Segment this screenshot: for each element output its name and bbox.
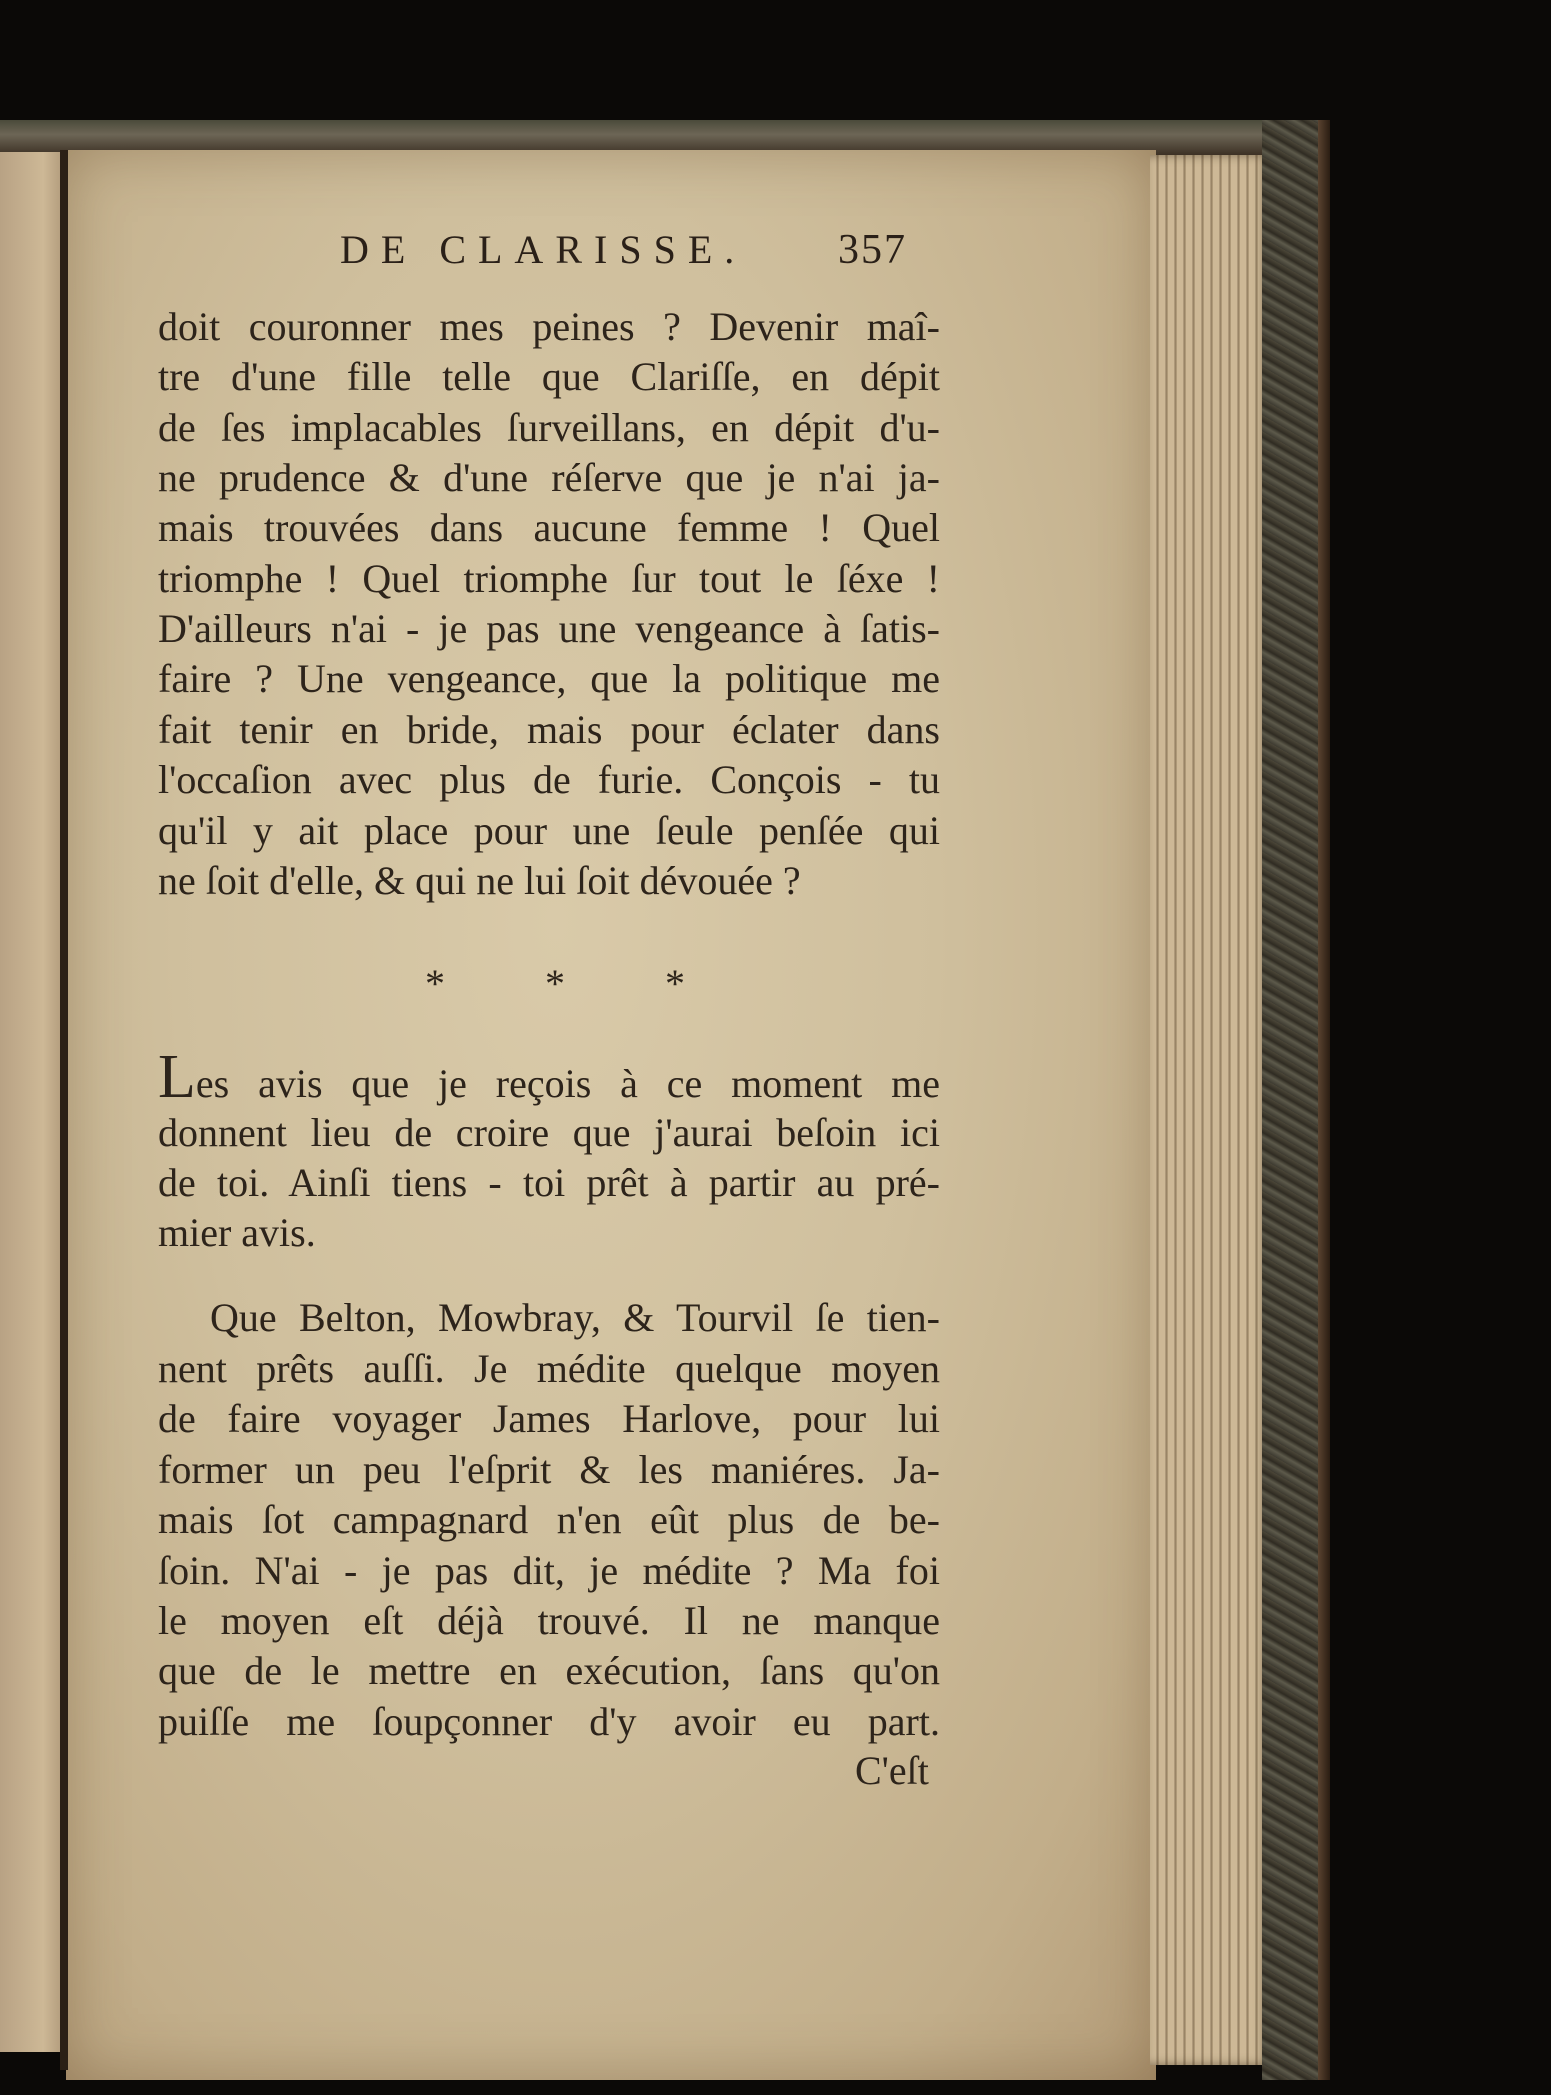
text-line: ne ſoit d'elle, & qui ne lui ſoit dévouée ? <box>158 858 801 903</box>
text-line: mais trouvées dans aucune femme ! Quel <box>158 505 940 550</box>
text-line: former un peu l'eſprit & les maniéres. Ja- <box>158 1447 940 1492</box>
text-line: fait tenir en bride, mais pour éclater dans <box>158 707 940 752</box>
text-line: de toi. Ainſi tiens - toi prêt à partir au pré- <box>158 1160 940 1205</box>
text-line: le moyen eſt déjà trouvé. Il ne manque <box>158 1598 940 1643</box>
marbled-cover <box>1262 120 1322 2080</box>
spine-gutter <box>60 150 68 2070</box>
page-leaves-edge <box>1150 155 1270 2065</box>
text-line: qu'il y ait place pour une ſeule penſée qui <box>158 808 940 853</box>
text-line: puiſſe me ſoupçonner d'y avoir eu part. <box>158 1699 940 1744</box>
text-line: que de le mettre en exécution, ſans qu'on <box>158 1648 940 1693</box>
text-line: ne prudence & d'une réſerve que je n'ai ja- <box>158 455 940 500</box>
text-line: tre d'une fille telle que Clariſſe, en dépit <box>158 354 940 399</box>
page-number: 357 <box>838 227 907 273</box>
text-line: l'occaſion avec plus de furie. Conçois - tu <box>158 757 940 802</box>
text-line: ſoin. N'ai - je pas dit, je médite ? Ma foi <box>158 1548 940 1593</box>
asterisk: * <box>665 961 685 1006</box>
text-line: triomphe ! Quel triomphe ſur tout le ſéxe ! <box>158 556 940 601</box>
text-line: D'ailleurs n'ai - je pas une vengeance à ſatis- <box>158 606 940 651</box>
text-line: mier avis. <box>158 1210 316 1255</box>
page-header <box>340 226 940 286</box>
text-line: faire ? Une vengeance, que la politique me <box>158 656 940 701</box>
text-line: de faire voyager James Harlove, pour lui <box>158 1396 940 1441</box>
text-line: donnent lieu de croire que j'aurai beſoin ici <box>158 1110 940 1155</box>
cover-edge <box>1318 120 1330 2080</box>
text-line-dropcap <box>158 1043 940 1111</box>
text-line: mais ſot campagnard n'en eût plus de be- <box>158 1497 940 1542</box>
section-break-asterisms <box>425 960 685 1007</box>
text-line-rest: es avis que je reçois à ce moment me <box>195 1061 940 1106</box>
text-line: Que Belton, Mowbray, & Tourvil ſe tien- <box>210 1295 940 1340</box>
catchword: C'eſt <box>855 1748 929 1793</box>
running-title: DE CLARISSE. <box>340 227 747 272</box>
asterisk: * <box>545 961 565 1006</box>
drop-cap: L <box>158 1043 196 1111</box>
text-line: de ſes implacables ſurveillans, en dépit d'u- <box>158 405 940 450</box>
text-line: doit couronner mes peines ? Devenir maî- <box>158 304 940 349</box>
asterisk: * <box>425 961 445 1006</box>
text-line: nent prêts auſſi. Je médite quelque moyen <box>158 1346 940 1391</box>
